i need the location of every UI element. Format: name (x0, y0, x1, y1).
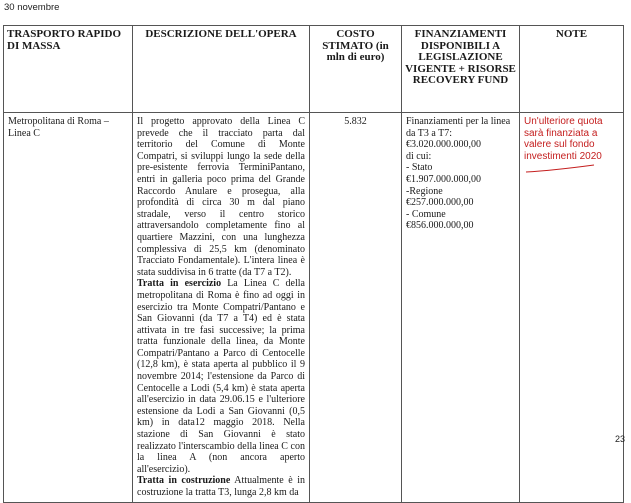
section-label: Tratta in costruzione (137, 475, 231, 487)
funding-of-which: di cui: (406, 150, 432, 162)
section-label: Tratta in esercizio (137, 278, 222, 290)
page-date: 30 novembre (4, 2, 60, 13)
cost-cell: 5.832 (310, 113, 402, 503)
funding-municipality-value: €856.000.000,00 (406, 220, 474, 232)
funding-cell (402, 113, 520, 503)
works-table (3, 25, 624, 503)
note-cell (520, 113, 624, 503)
page-number: 23 (614, 434, 625, 444)
funding-region-value: €257.000.000,00 (406, 197, 474, 209)
section-text: La Linea C della metropolitana di Roma è fino ad oggi in esercizio tra Monte Compatri/Pantano e San Giovanni (da T7 a T4) ed è stata attivata in tre fasi successive; la prima tratta funzionale della linea, da Monte Compatri/Pantano a Parco di Centocelle (12,8 km), è stata aperta al pubblico il 9 novembre 2014; l'estensione da Parco di Centocelle a Lodi (5,4 km) è stata aperta all'esercizio in data 29.06.15 e l'ulteriore estensione da Lodi a San Giovanni (0,5 km) in data12 maggio 2018. Nella stazione di San Giovanni è stato realizzato l'interscambio della linea C con la linea A (non ancora aperto all'esercizio). (137, 278, 305, 475)
table-header-row (4, 26, 624, 113)
column-header-transport: TRASPORTO RAPIDO DI MASSA (4, 26, 133, 113)
table-row (4, 113, 624, 503)
funding-region-label: -Regione (406, 185, 443, 197)
column-header-description: DESCRIZIONE DELL'OPERA (133, 26, 310, 113)
column-header-cost: COSTO STIMATO (in mln di euro) (310, 26, 402, 113)
description-cell (133, 113, 310, 503)
description-paragraph: Il progetto approvato della Linea C prevede che il tracciato parta dal territorio del Comune di Monte Compatri, si sviluppi lungo la sede della pre-esistente ferrovia TerminiPantano, entri in galleria poco prima del Grande Raccordo Anulare e prosegua, alla profondità di circa 30 m dal piano stradale, verso il centro storico attraversandolo completamente fino al quartiere Mazzini, con una lunghezza complessiva di 25,5 km (denominato Tracciato Fondamentale). L'intera linea è stata suddivisa in 6 tratte (da T7 a T2). (137, 116, 305, 278)
note-text: Un'ulteriore quota sarà finanziata a valere sul fondo investimenti 2020 (524, 116, 603, 162)
section-text: Attualmente è in costruzione la tratta T3, lunga 2,8 km da (137, 475, 305, 498)
handwritten-underline-icon (524, 164, 596, 174)
column-header-notes: NOTE (520, 26, 624, 113)
funding-total: €3.020.000.000,00 (406, 139, 481, 151)
description-paragraph (137, 475, 305, 498)
funding-intro: Finanziamenti per la linea da T3 a T7: (406, 116, 511, 139)
funding-state-value: €1.907.000.000,00 (406, 173, 481, 185)
funding-municipality-label: - Comune (406, 208, 446, 220)
description-paragraph (137, 278, 305, 475)
funding-state-label: - Stato (406, 162, 433, 174)
column-header-funding: FINANZIAMENTI DISPONIBILI A LEGISLAZIONE VIGENTE + RISORSE RECOVERY FUND (402, 26, 520, 113)
transport-cell: Metropolitana di Roma – Linea C (4, 113, 133, 503)
